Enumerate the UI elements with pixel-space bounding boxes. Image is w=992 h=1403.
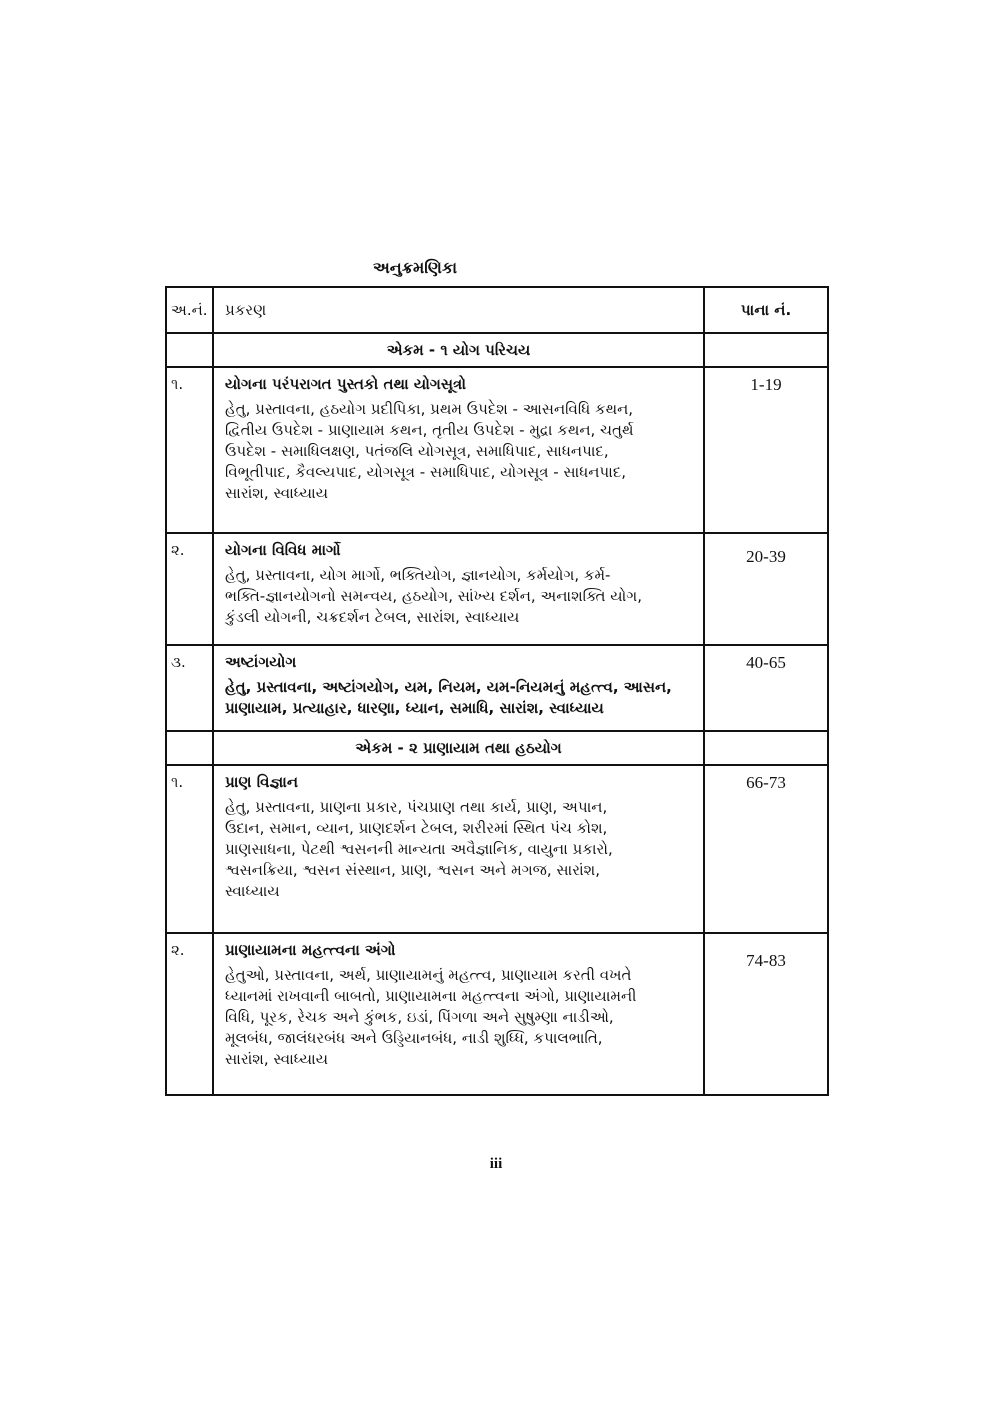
table-row [166, 645, 828, 731]
topic-line: ઉપદેશ - સમાધિલક્ષણ, પતંજલિ યોગસૂત્ર, સમાધિપાદ, સાધનપાદ, [225, 442, 609, 460]
chapter-num: ૧. [171, 375, 184, 393]
unit-label: એકમ - ૨ પ્રાણાયામ તથા હઠયોગ [355, 738, 562, 757]
page-number: iii [489, 1156, 503, 1172]
topic-line: વિભૂતીપાદ, કૈવલ્યપાદ, યોગસૂત્ર - સમાધિપાદ, યોગસૂત્ર - સાધનપાદ, [225, 463, 626, 481]
chapter-title: પ્રાણ વિજ્ઞાન [225, 773, 299, 791]
topic-line: ધ્યાનમાં રાખવાની બાબતો, પ્રાણાયામના મહત્ત્વના અંગો, પ્રાણાયામની [225, 987, 637, 1005]
page-title: અનુક્રમણિકા [372, 258, 458, 277]
chapter-title: અષ્ટાંગયોગ [225, 653, 297, 671]
topic-line: સારાંશ, સ્વાધ્યાય [225, 1050, 328, 1068]
topic-line: શ્વસનક્રિયા, શ્વસન સંસ્થાન, પ્રાણ, શ્વસન અને મગજ, સારાંશ, [225, 861, 600, 879]
chapter-num: ૨. [171, 941, 185, 959]
table-row [166, 765, 828, 933]
chapter-topics [225, 797, 695, 902]
unit-row [166, 333, 828, 367]
chapter-title: યોગના પરંપરાગત પુસ્તકો તથા યોગસૂત્રો [225, 375, 466, 393]
unit-row [166, 731, 828, 765]
topic-line: હેતુ, પ્રસ્તાવના, યોગ માર્ગો, ભક્તિયોગ, જ્ઞાનયોગ, કર્મયોગ, કર્મ- [225, 566, 611, 584]
chapter-topics [225, 965, 695, 1070]
topic-line: ઉદાન, સમાન, વ્યાન, પ્રાણદર્શન ટેબલ, શરીરમાં સ્થિત પંચ કોશ, [225, 819, 608, 837]
chapter-pages: 20-39 [746, 547, 786, 566]
unit-label: એકમ - ૧ યોગ પરિચય [386, 340, 531, 359]
chapter-topics [225, 677, 695, 719]
table-row [166, 367, 828, 533]
table-header-row [166, 287, 828, 333]
table-row [166, 933, 828, 1095]
topic-line: હેતુ, પ્રસ્તાવના, અષ્ટાંગયોગ, યમ, નિયમ, યમ-નિયમનું મહત્ત્વ, આસન, [225, 678, 672, 696]
header-num: અ.નં. [171, 300, 208, 319]
topic-line: હેતુ, પ્રસ્તાવના, પ્રાણના પ્રકાર, પંચપ્રાણ તથા કાર્ય, પ્રાણ, અપાન, [225, 798, 608, 816]
topic-line: પ્રાણાયામ, પ્રત્યાહાર, ધારણા, ધ્યાન, સમાધિ, સારાંશ, સ્વાધ્યાય [225, 699, 604, 717]
table-row [166, 533, 828, 645]
topic-line: સારાંશ, સ્વાધ્યાય [225, 484, 328, 502]
topic-line: ભક્તિ-જ્ઞાનયોગનો સમન્વય, હઠયોગ, સાંખ્ય દર્શન, અનાશક્તિ યોગ, [225, 587, 642, 605]
chapter-pages: 74-83 [746, 951, 786, 970]
chapter-topics [225, 399, 695, 504]
chapter-topics [225, 565, 695, 628]
chapter-pages: 40-65 [746, 653, 786, 672]
topic-line: મૂલબંધ, જાલંધરબંધ અને ઉડ્ડિયાનબંધ, નાડી શુધ્ધિ, કપાલભાતિ, [225, 1029, 603, 1047]
topic-line: હેતુઓ, પ્રસ્તાવના, અર્થ, પ્રાણાયામનું મહત્ત્વ, પ્રાણાયામ કરતી વખતે [225, 966, 632, 984]
topic-line: હેતુ, પ્રસ્તાવના, હઠયોગ પ્રદીપિકા, પ્રથમ ઉપદેશ - આસનવિધિ કથન, [225, 400, 634, 418]
topic-line: કુંડલી યોગની, ચક્રદર્શન ટેબલ, સારાંશ, સ્વાધ્યાય [225, 608, 520, 626]
topic-line: પ્રાણસાધના, પેટથી શ્વસનની માન્યતા અવૈજ્ઞાનિક, વાયુના પ્રકારો, [225, 840, 613, 858]
contents-table [165, 286, 829, 1096]
chapter-num: ૧. [171, 773, 184, 791]
chapter-title: પ્રાણાયામના મહત્ત્વના અંગો [225, 941, 396, 959]
chapter-num: ૨. [171, 541, 185, 559]
chapter-pages: 66-73 [746, 773, 786, 792]
topic-line: વિધિ, પૂરક, રેચક અને કુંભક, ઇડાં, પિંગળા અને સુષુમ્ણા નાડીઓ, [225, 1008, 614, 1026]
header-chapter: પ્રકરણ [225, 300, 267, 319]
topic-line: સ્વાધ્યાય [225, 882, 280, 900]
topic-line: દ્વિતીય ઉપદેશ - પ્રાણાયામ કથન, તૃતીય ઉપદેશ - મુદ્રા કથન, ચતુર્થ [225, 421, 634, 439]
chapter-num: ૩. [171, 653, 186, 671]
header-pages: પાના નં. [740, 300, 792, 319]
chapter-pages: 1-19 [750, 375, 782, 394]
chapter-title: યોગના વિવિધ માર્ગો [225, 541, 341, 559]
